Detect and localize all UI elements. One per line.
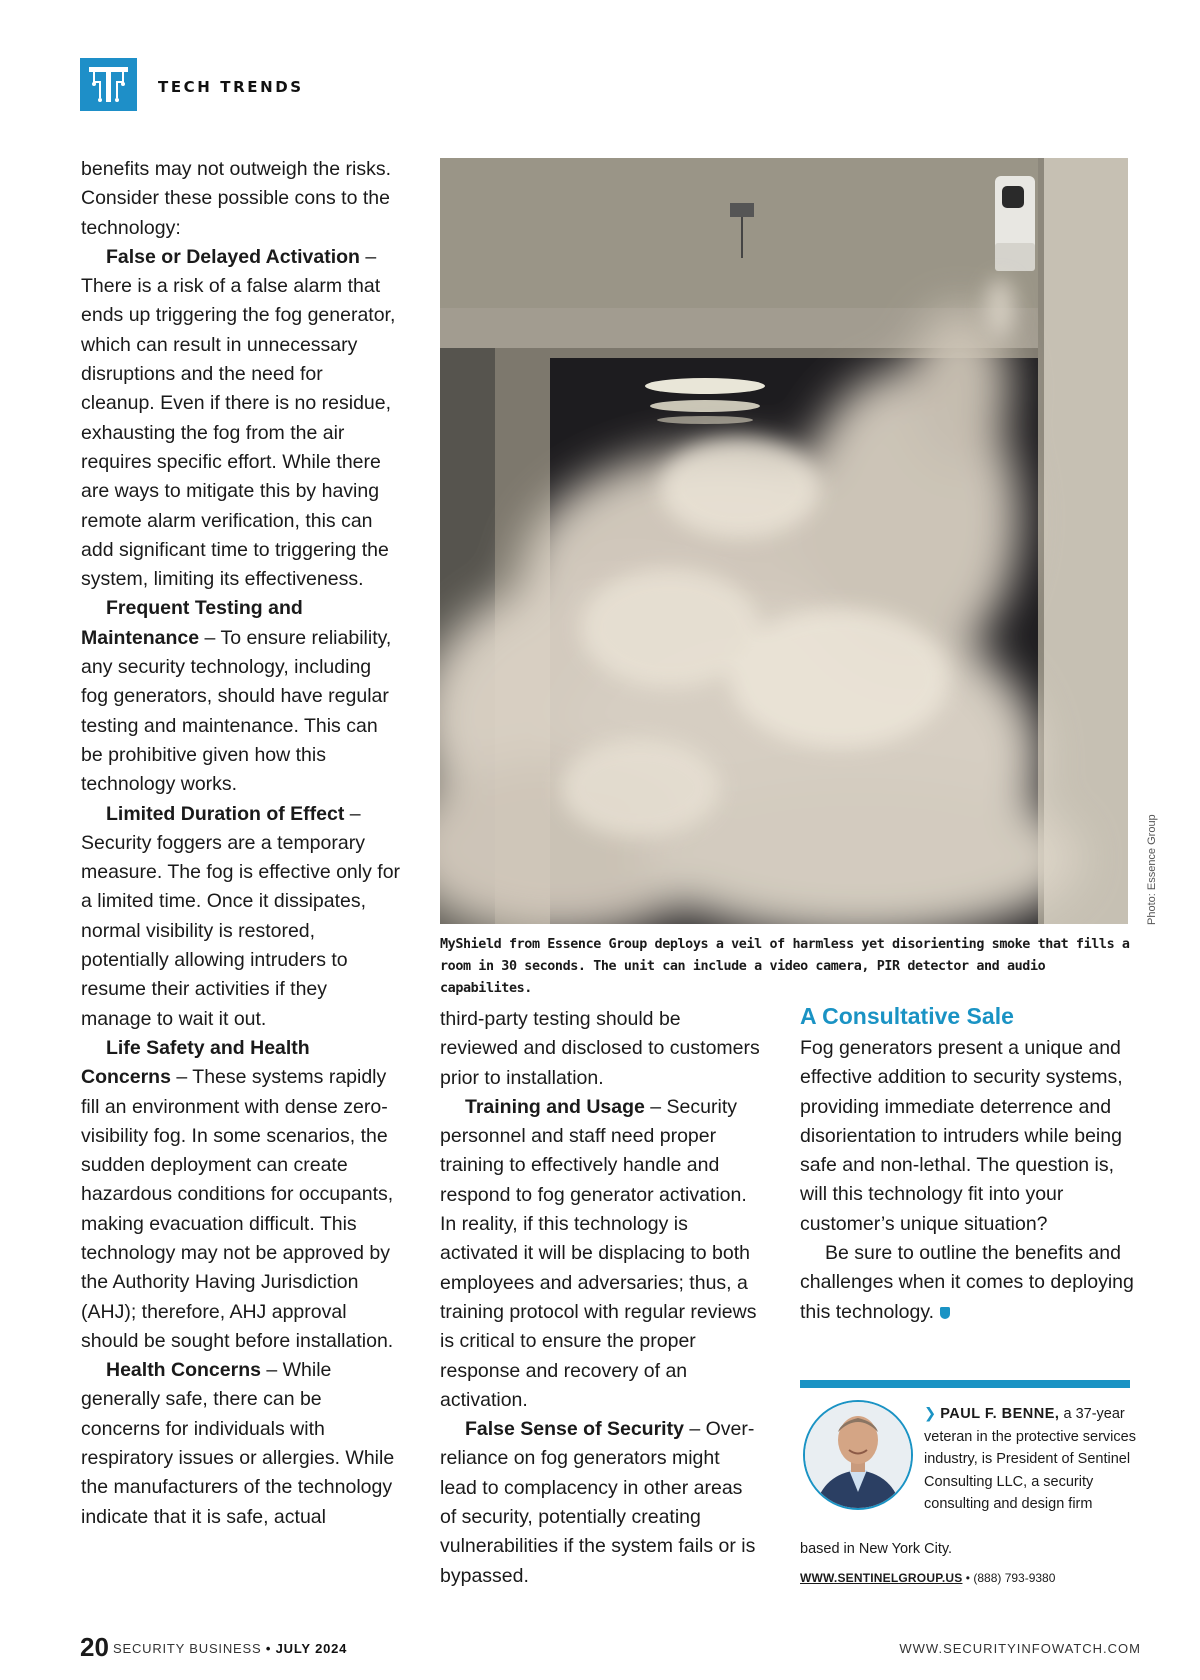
section-heading: A Consultative Sale bbox=[800, 1003, 1014, 1029]
list-item bbox=[81, 243, 401, 595]
author-divider bbox=[800, 1380, 1130, 1388]
footer-bullet: • bbox=[265, 1641, 272, 1656]
item-heading: Frequent Testing and Maintenance bbox=[81, 597, 303, 649]
item-body: – Security personnel and staff need proper training to effectively handle and respond to fog generator activation. In reality, if this technology is activated it will be displacing to both employees and adversaries; thus, a training protocol with regular reviews is critical to ensure the proper response and recovery of an activation. bbox=[440, 1095, 757, 1411]
item-heading: False Sense of Security bbox=[465, 1418, 684, 1441]
author-avatar bbox=[803, 1400, 913, 1510]
author-bio bbox=[924, 1403, 1139, 1516]
item-heading: Health Concerns bbox=[106, 1359, 261, 1382]
paragraph-text: Be sure to outline the benefits and challenges when it comes to deploying this technology. bbox=[800, 1242, 1134, 1323]
list-item bbox=[81, 800, 401, 1034]
photo-credit: Photo: Essence Group bbox=[1146, 814, 1158, 925]
author-phone: (888) 793-9380 bbox=[973, 1571, 1056, 1585]
t-circuit-logo-icon bbox=[80, 58, 137, 111]
article-column-2 bbox=[440, 1005, 760, 1591]
author-contact bbox=[800, 1571, 1055, 1585]
separator: • bbox=[965, 1571, 970, 1585]
item-body: – These systems rapidly fill an environment with dense zero-visibility fog. In some scenarios, the sudden deployment can create hazardous conditions for occupants, making evacuation difficult. This technology may not be approved by the Authority Having Jurisdiction (AHJ); therefore, AHJ approval should be sought before installation. bbox=[81, 1066, 394, 1352]
list-item bbox=[81, 1034, 401, 1356]
item-body: – Over-reliance on fog generators might lead to complacency in other areas of security, potentially creating vulnerabilities if the system fails or is bypassed. bbox=[440, 1418, 756, 1587]
article-column-1 bbox=[81, 155, 401, 1532]
column1-intro: benefits may not outweigh the risks. Consider these possible cons to the technology: bbox=[81, 158, 391, 239]
item-body: – To ensure reliability, any security technology, including fog generators, should have regular testing and maintenance. This can be prohibitive given how this technology works. bbox=[81, 626, 392, 796]
column2-intro: third-party testing should be reviewed and disclosed to customers prior to installation. bbox=[440, 1008, 760, 1089]
tech-trends-logo bbox=[80, 58, 137, 111]
section-title: TECH TRENDS bbox=[158, 78, 304, 96]
list-item bbox=[81, 1356, 401, 1532]
author-website-link[interactable]: WWW.SENTINELGROUP.US bbox=[800, 1571, 963, 1585]
list-item bbox=[440, 1093, 760, 1415]
author-bio-tail: based in New York City. bbox=[800, 1541, 953, 1557]
issue-date: JULY 2024 bbox=[275, 1641, 348, 1656]
publication-name: SECURITY BUSINESS bbox=[113, 1641, 262, 1656]
shield-end-icon bbox=[940, 1307, 950, 1319]
arrow-right-icon: ❯ bbox=[924, 1406, 937, 1422]
publication-line bbox=[113, 1641, 347, 1656]
author-portrait bbox=[805, 1402, 911, 1508]
item-heading: False or Delayed Activation bbox=[106, 245, 360, 268]
fog-generator-photo bbox=[440, 158, 1128, 924]
item-body: – Security foggers are a temporary measure. The fog is effective only for a limited time. Once it dissipates, normal visibility is restored, potentially allowing intruders to resume their activities if they manage to wait it out. bbox=[81, 802, 401, 1030]
author-bio-text: a 37-year veteran in the protective services industry, is President of Sentinel Consulting LLC, a security consulting and design firm bbox=[924, 1406, 1136, 1512]
page-number: 20 bbox=[80, 1632, 109, 1662]
list-item bbox=[440, 1415, 760, 1591]
item-heading: Limited Duration of Effect bbox=[106, 802, 345, 825]
photo-caption: MyShield from Essence Group deploys a veil of harmless yet disorienting smoke that fills a room in 30 seconds. The unit can include a video camera, PIR detector and audio capabilites. bbox=[440, 937, 1130, 996]
item-heading: Training and Usage bbox=[465, 1095, 645, 1118]
paragraph-closing bbox=[800, 1239, 1135, 1327]
item-body: – While generally safe, there can be concerns for individuals with respiratory issues or allergies. While the manufacturers of the technology indicate that it is safe, actual bbox=[81, 1359, 395, 1528]
item-heading: Life Safety and Health Concerns bbox=[81, 1036, 310, 1089]
article-column-3 bbox=[800, 1034, 1135, 1327]
item-body: – There is a risk of a false alarm that ends up triggering the fog generator, which can result in unnecessary disruptions and the need for cleanup. Even if there is no residue, exhausting the fog from the air requires specific effort. While there are ways to mitigate this by having remote alarm verification, this can add significant time to triggering the system, limiting its effectiveness. bbox=[81, 245, 396, 591]
list-item bbox=[81, 594, 401, 799]
paragraph: Fog generators present a unique and effective addition to security systems, providing immediate deterrence and disorientation to intruders while being safe and non-lethal. The question is, will this technology fit into your customer’s unique situation? bbox=[800, 1037, 1123, 1235]
author-name: PAUL F. BENNE, bbox=[940, 1406, 1060, 1422]
fog-scene-image bbox=[440, 158, 1128, 924]
footer-website: WWW.SECURITYINFOWATCH.COM bbox=[899, 1641, 1141, 1656]
